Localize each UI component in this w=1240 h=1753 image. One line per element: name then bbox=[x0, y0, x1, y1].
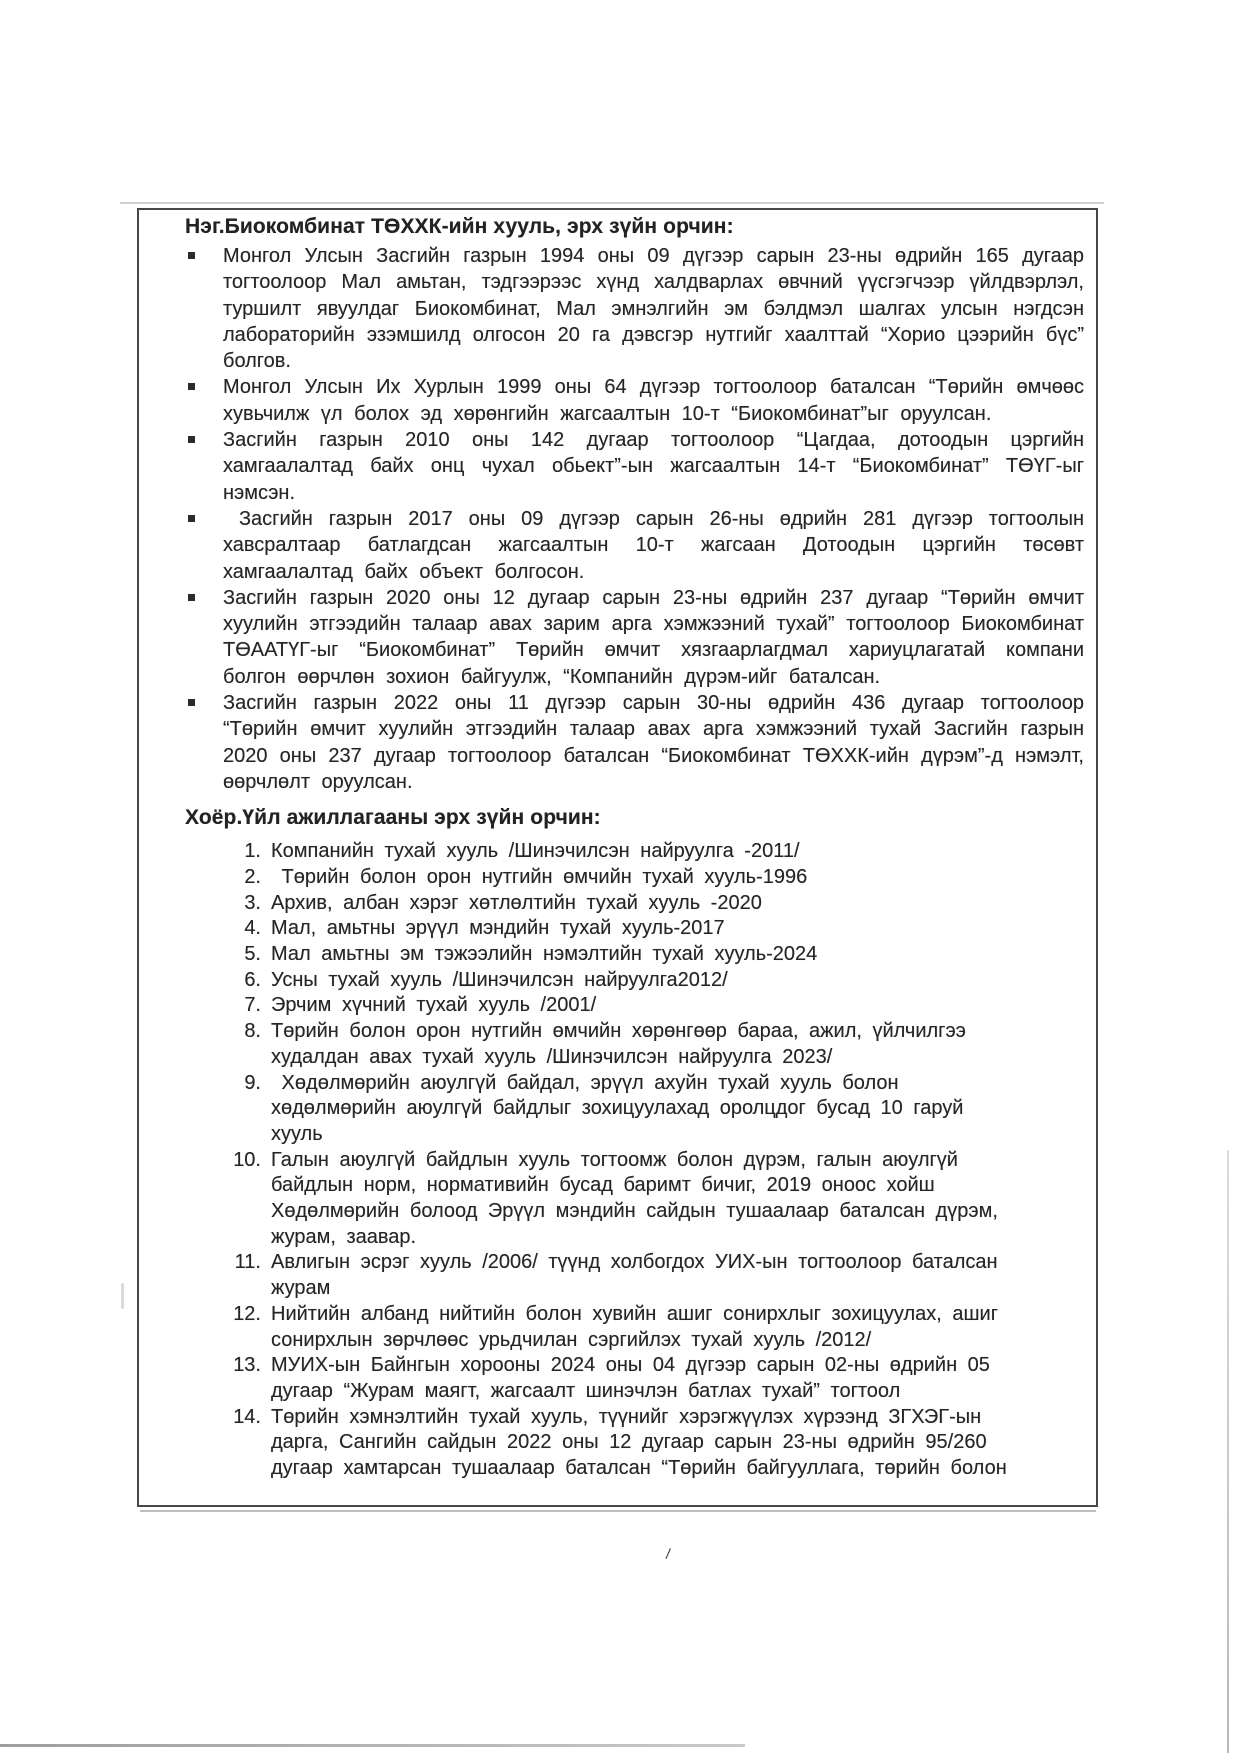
list-item-number: 14. bbox=[233, 1405, 261, 1428]
bullet-text: Засгийн газрын 2022 оны 11 дүгээр сарын 30-ны өдрийн 436 дугаар тогтоолоор “Төрийн өмчит хуулийн этгээдийн талаар авах арга хэмжээний тухай Засгийн газрын 2020 оны 237 дугаар тогтоолоор баталсан “Биокомбинат ТӨХХК-ийн дүрэм”-д нэмэлт, өөрчлөлт оруулсан. bbox=[223, 692, 1084, 793]
section-one-bullet-list bbox=[185, 243, 1084, 795]
stray-pen-mark: / bbox=[664, 1545, 672, 1564]
bullet-text: Монгол Улсын Засгийн газрын 1994 оны 09 дүгээр сарын 23-ны өдрийн 165 дугаар тогтоолоор Мал амьтан, тэдгээрээс хүнд халдварлах өвчний үүсгэгчээр үйлдвэрлэл, туршилт явуулдаг Биокомбинат, Мал эмнэлгийн эм бэлдмэл шалгах улсын нэгдсэн лабораторийн эзэмшилд олгосон 20 га дэвсгэр нутгийг хаалттай “Хорио цээрийн бүс” болгов. bbox=[223, 245, 1084, 373]
bullet-text: Засгийн газрын 2010 оны 142 дугаар тогтоолоор “Цагдаа, дотоодын цэргийн хамгаалалтад байх онц чухал обьект”-ын жагсаалтын 14-т “Биокомбинат” ТӨҮГ-ыг нэмсэн. bbox=[223, 429, 1084, 504]
list-item bbox=[223, 1148, 1084, 1251]
list-item-number: 8. bbox=[244, 1020, 261, 1043]
list-item bbox=[223, 865, 1084, 891]
scan-artifact-bottom-line bbox=[0, 1744, 745, 1747]
list-item bbox=[223, 1353, 1084, 1404]
bullet-item bbox=[185, 427, 1084, 506]
list-item bbox=[223, 916, 1084, 942]
square-bullet-icon bbox=[188, 594, 195, 601]
list-item bbox=[223, 1071, 1084, 1148]
list-item-number: 10. bbox=[233, 1148, 261, 1171]
list-item-text: Мал, амьтны эрүүл мэндийн тухай хууль-2017 bbox=[271, 917, 725, 940]
section-two-heading: Хоёр.Үйл ажиллагааны эрх зүйн орчин: bbox=[185, 806, 601, 830]
list-item-text: Төрийн болон орон нутгийн өмчийн тухай хууль-1996 bbox=[271, 865, 808, 888]
list-item bbox=[223, 891, 1084, 917]
section-two-numbered-list bbox=[223, 839, 1084, 1482]
section-one-heading: Нэг.Биокомбинат ТӨХХК-ийн хууль, эрх зүйн орчин: bbox=[185, 215, 734, 238]
square-bullet-icon bbox=[188, 436, 195, 443]
list-item bbox=[223, 1250, 1084, 1301]
list-item-number: 5. bbox=[244, 943, 261, 966]
list-item-number: 6. bbox=[244, 968, 261, 991]
square-bullet-icon bbox=[188, 383, 195, 390]
list-item-text: Компанийн тухай хууль /Шинэчилсэн найруулга -2011/ bbox=[271, 840, 800, 863]
list-item-number: 1. bbox=[244, 840, 261, 863]
list-item-text: Мал амьтны эм тэжээлийн нэмэлтийн тухай хууль-2024 bbox=[271, 943, 818, 966]
list-item-text: Галын аюулгүй байдлын хууль тогтоомж болон дүрэм, галын аюулгүй байдлын норм, нормативийн бусад баримт бичиг, 2019 оноос хойш Хөдөлмөрийн болоод Эрүүл мэндийн сайдын тушаалаар баталсан дүрэм, журам, заавар. bbox=[271, 1148, 998, 1248]
list-item-number: 13. bbox=[233, 1354, 261, 1377]
list-item bbox=[223, 1019, 1084, 1070]
list-item-text: Төрийн болон орон нутгийн өмчийн хөрөнгөөр бараа, ажил, үйлчилгээ худалдан авах тухай хууль /Шинэчилсэн найруулга 2023/ bbox=[271, 1020, 966, 1068]
list-item-number: 12. bbox=[233, 1302, 261, 1325]
list-item-text: Хөдөлмөрийн аюулгүй байдал, эрүүл ахуйн тухай хууль болон хөдөлмөрийн аюулгүй байдлыг зохицуулахад оролцдог бусад 10 гаруй хууль bbox=[271, 1071, 964, 1145]
list-item-text: МУИХ-ын Байнгын хорооны 2024 оны 04 дүгээр сарын 02-ны өдрийн 05 дугаар “Журам маягт, жагсаалт шинэчлэн батлах тухай” тогтоол bbox=[271, 1354, 990, 1402]
scan-shadow-top-line bbox=[120, 202, 1104, 204]
bullet-text: Засгийн газрын 2020 оны 12 дугаар сарын 23-ны өдрийн 237 дугаар “Төрийн өмчит хуулийн этгээдийн талаар авах зарим арга хэмжээний тухай” тогтоолоор Биокомбинат ТӨААТҮГ-ыг “Биокомбинат” Төрийн өмчит хязгаарлагдмал хариуцлагатай компани болгон өөрчлөн зохион байгуулж, “Компанийн дүрэм-ийг баталсан. bbox=[223, 586, 1084, 688]
list-item-number: 3. bbox=[244, 891, 261, 914]
list-item bbox=[223, 1302, 1084, 1353]
square-bullet-icon bbox=[188, 515, 195, 522]
list-item-number: 4. bbox=[244, 917, 261, 940]
list-item-text: Усны тухай хууль /Шинэчилсэн найруулга2012/ bbox=[271, 968, 728, 991]
list-item-text: Архив, албан хэрэг хөтлөлтийн тухай хууль -2020 bbox=[271, 891, 762, 914]
bullet-item bbox=[185, 374, 1084, 427]
list-item-text: Төрийн хэмнэлтийн тухай хууль, түүнийг хэрэгжүүлэх хүрээнд ЗГХЭГ-ын дарга, Сангийн сайдын 2022 оны 12 дугаар сарын 23-ны өдрийн 95/260 дугаар хамтарсан тушаалаар баталсан “Төрийн байгууллага, төрийн болон bbox=[271, 1405, 1007, 1480]
bullet-text: Монгол Улсын Их Хурлын 1999 оны 64 дүгээр тогтоолоор баталсан “Төрийн өмчөөс хувьчилж үл болох эд хөрөнгийн жагсаалтын 10-т “Биокомбинат”ыг оруулсан. bbox=[223, 376, 1084, 425]
scan-artifact-left-dash bbox=[121, 1283, 124, 1309]
scan-artifact-right-line bbox=[1227, 1150, 1229, 1753]
list-item-number: 9. bbox=[244, 1071, 261, 1094]
list-item-text: Эрчим хүчний тухай хууль /2001/ bbox=[271, 994, 597, 1017]
document-border-box bbox=[137, 208, 1098, 1507]
list-item bbox=[223, 968, 1084, 994]
bullet-item bbox=[185, 506, 1084, 585]
scan-shadow-bottom-line bbox=[140, 1510, 1096, 1512]
bullet-item bbox=[185, 585, 1084, 690]
bullet-item bbox=[185, 690, 1084, 795]
list-item bbox=[223, 1405, 1084, 1482]
bullet-item bbox=[185, 243, 1084, 374]
square-bullet-icon bbox=[188, 252, 195, 259]
bullet-text: Засгийн газрын 2017 оны 09 дүгээр сарын 26-ны өдрийн 281 дүгээр тогтоолын хавсралтаар батлагдсан жагсаалтын 10-т жагсаан Дотоодын цэргийн төсөвт хамгаалалтад байх объект болгосон. bbox=[223, 507, 1084, 583]
list-item bbox=[223, 839, 1084, 865]
list-item-text: Авлигын эсрэг хууль /2006/ түүнд холбогдох УИХ-ын тогтоолоор баталсан журам bbox=[271, 1251, 998, 1300]
list-item-number: 7. bbox=[244, 994, 261, 1017]
square-bullet-icon bbox=[188, 699, 195, 706]
list-item-text: Нийтийн албанд нийтийн болон хувийн ашиг сонирхлыг зохицуулах, ашиг сонирхлын зөрчлөөс урьдчилан сэргийлэх тухай хууль /2012/ bbox=[271, 1302, 999, 1351]
list-item bbox=[223, 942, 1084, 968]
list-item-number: 2. bbox=[244, 865, 261, 888]
list-item bbox=[223, 993, 1084, 1019]
list-item-number: 11. bbox=[234, 1251, 261, 1274]
